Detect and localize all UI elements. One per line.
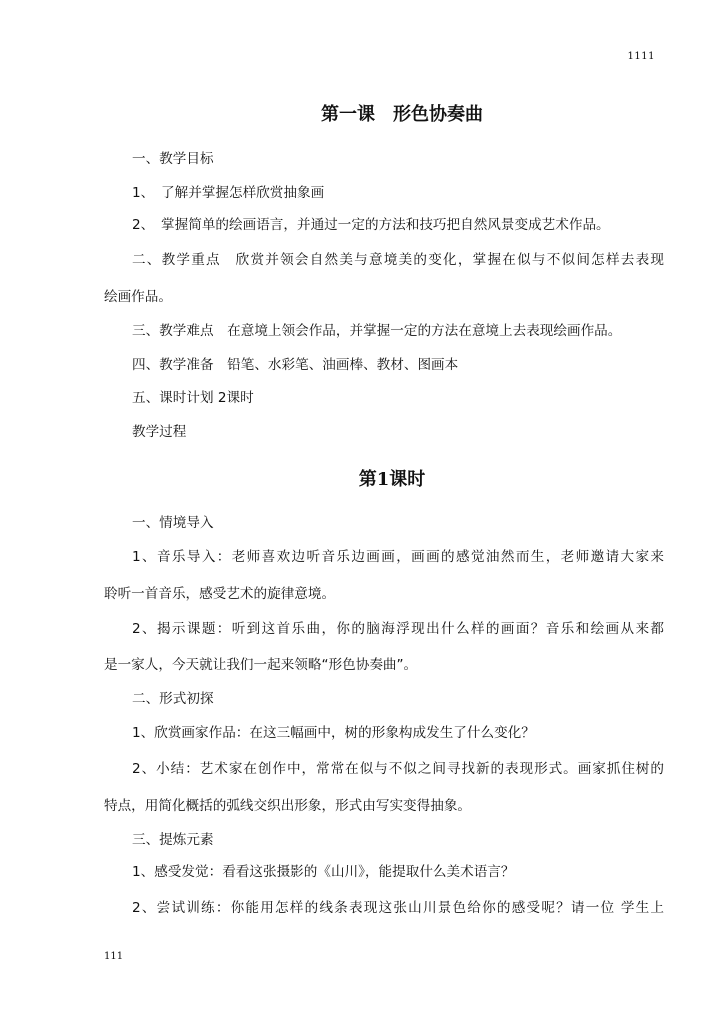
objectives-heading: 一、教学目标 — [132, 151, 214, 167]
section-3-item-1: 1、感受发觉：看看这张摄影的《山川》，能提取什么美术语言？ — [132, 864, 515, 880]
objective-2: 2、 掌握简单的绘画语言，并通过一定的方法和技巧把自然风景变成艺术作品。 — [132, 217, 610, 233]
section-1-item-1-line-2: 聆听一首音乐，感受艺术的旋律意境。 — [104, 586, 336, 602]
section-1-heading: 一、情境导入 — [132, 515, 214, 531]
section-2-item-2-line-2: 特点，用简化概括的弧线交织出形象，形式由写实变得抽象。 — [104, 798, 472, 814]
preparation: 四、教学准备 铅笔、水彩笔、油画棒、教材、图画本 — [132, 357, 459, 373]
section-2-item-2-line-1: 2、小结：艺术家在创作中，常常在似与不似之间寻找新的表现形式。画家抓住树的 — [132, 761, 664, 777]
schedule: 五、课时计划 2课时 — [132, 390, 254, 406]
section-1-item-2-line-1: 2、揭示课题：听到这首乐曲，你的脑海浮现出什么样的画面？音乐和绘画从来都 — [132, 621, 664, 637]
key-point-line-2: 绘画作品。 — [104, 289, 172, 305]
objective-1: 1、 了解并掌握怎样欣赏抽象画 — [132, 185, 325, 201]
section-3-item-2-line-1: 2、尝试训练：你能用怎样的线条表现这张山川景色给你的感受呢？请一位 学生上 — [132, 900, 664, 916]
section-2-item-1: 1、欣赏画家作品：在这三幅画中，树的形象构成发生了什么变化？ — [132, 725, 535, 741]
difficulty: 三、教学难点 在意境上领会作品，并掌握一定的方法在意境上去表现绘画作品。 — [132, 323, 622, 339]
footer-page-number: 111 — [104, 951, 124, 962]
key-point-line-1: 二、教学重点 欣赏并领会自然美与意境美的变化，掌握在似与不似间怎样去表现 — [132, 252, 664, 268]
section-3-heading: 三、提炼元素 — [132, 832, 214, 848]
section-2-heading: 二、形式初探 — [132, 691, 214, 707]
class-hour-title: 第1课时 — [358, 469, 426, 490]
section-1-item-1-line-1: 1、音乐导入：老师喜欢边听音乐边画画，画画的感觉油然而生，老师邀请大家来 — [132, 549, 664, 565]
process-heading: 教学过程 — [132, 424, 187, 440]
lesson-title: 第一课 形色协奏曲 — [321, 104, 483, 125]
header-page-number: 1111 — [627, 51, 655, 62]
section-1-item-2-line-2: 是一家人，今天就让我们一起来领略“形色协奏曲”。 — [104, 657, 418, 673]
